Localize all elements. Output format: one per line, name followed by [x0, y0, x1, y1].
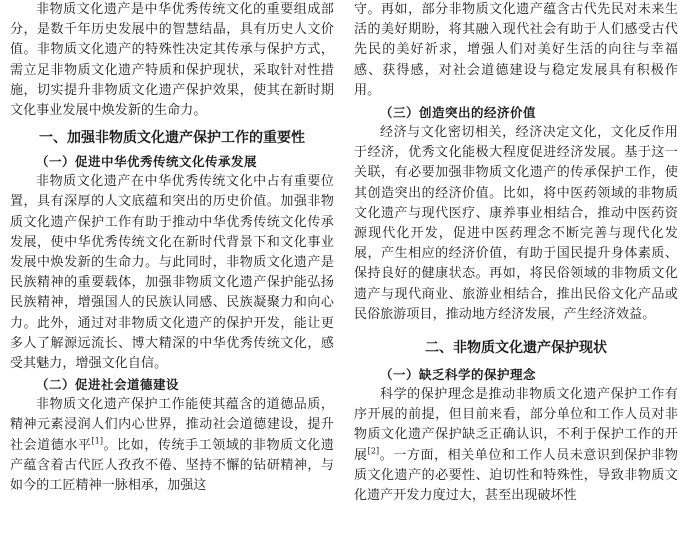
right-column — [354, 0, 678, 506]
moral-text-part-b: 。比如，传统手工领域的非物质文化遗产蕴含着古代匠人孜孜不倦、坚持不懈的钻研精神，与如今的工匠精神一脉相承，加强这 — [10, 437, 334, 494]
paragraph-economic-value: 经济与文化密切相关，经济决定文化，文化反作用于经济，优秀文化能极大程度促进经济发展。基于这一关联，有必要加强非物质文化遗产的传承保护工作，使其创造突出的经济价值。比如，将中医药领域的非物质文化遗产与现代医疗、康养事业相结合，推动中医药资源现代化开发，促进中医药理念不断完善与现代化发展，产生相应的经济价值，有助于国民提升身体素质、保持良好的健康状态。再如，将民俗领域的非物质文化遗产与现代商业、旅游业相结合，推出民俗文化产品或民俗旅游项目，推动地方经济发展，产生经济效益。 — [354, 125, 678, 322]
subsection-heading-1-2: （二）促进社会道德建设 — [36, 377, 180, 393]
section-heading-2: 二、非物质文化遗产保护现状 — [425, 340, 607, 357]
subsection-heading-2-1: （一）缺乏科学的保护理念 — [380, 367, 537, 383]
concept-text-part-b: 。一方面，相关单位和工作人员未意识到保护非物质文化遗产的必要性、迫切性和特殊性，导致非物质文化遗产开发力度过大，甚至出现破坏性 — [354, 447, 679, 504]
intro-paragraph: 非物质文化遗产是中华优秀传统文化的重要组成部分，是数千年历史发展中的智慧结晶，具有历史人文价值。非物质文化遗产的特殊性决定其传承与保护方式，需立足非物质文化遗产特质和保护现状，采取针对性措施，切实提升非物质文化遗产保护效果，使其在新时期文化事业发展中焕发新的生命力。 — [10, 2, 334, 119]
citation-ref-1: [1] — [91, 436, 104, 446]
continued-paragraph: 守。再如，部分非物质文化遗产蕴含古代先民对未来生活的美好期盼，将其融入现代社会有助于人们感受古代先民的美好祈求，增强人们对美好生活的向往与幸福感、获得感，对社会道德建设与稳定发展具有积极作用。 — [354, 2, 678, 98]
section-heading-1: 一、加强非物质文化遗产保护工作的重要性 — [39, 130, 305, 147]
concept-text-part-a: 科学的保护理念是推动非物质文化遗产保护工作有序开展的前提，但目前来看，部分单位和工作人员对非物质文化遗产保护缺乏正确认识，不利于保护工作的开展 — [354, 387, 678, 463]
paragraph-heritage-importance: 非物质文化遗产在中华优秀传统文化中占有重要位置，具有深厚的人文底蕴和突出的历史价值。加强非物质文化遗产保护工作有助于推动中华优秀传统文化传承发展，使中华优秀传统文化在新时代背景下和文化事业发展中焕发新的生命力。与此同时，非物质文化遗产是民族精神的重要载体，加强非物质文化遗产保护能弘扬民族精神，增强国人的民族认同感、民族凝聚力和向心力。此外，通过对非物质文化遗产的保护开发，能让更多人了解源远流长、博大精深的中华优秀传统文化，感受其魅力，增强文化自信。 — [10, 174, 334, 372]
subsection-heading-1-1: （一）促进中华优秀传统文化传承发展 — [36, 154, 258, 170]
left-column — [10, 0, 334, 496]
paragraph-protection-concept — [354, 385, 678, 506]
paragraph-moral-construction — [10, 395, 334, 496]
subsection-heading-1-3: （三）创造突出的经济价值 — [380, 105, 537, 121]
moral-text-part-a: 非物质文化遗产保护工作能使其蕴含的道德品质，精神元素浸润人们内心世界，推动社会道德建设，提升社会道德水平 — [10, 397, 334, 453]
citation-ref-2: [2] — [367, 446, 380, 456]
